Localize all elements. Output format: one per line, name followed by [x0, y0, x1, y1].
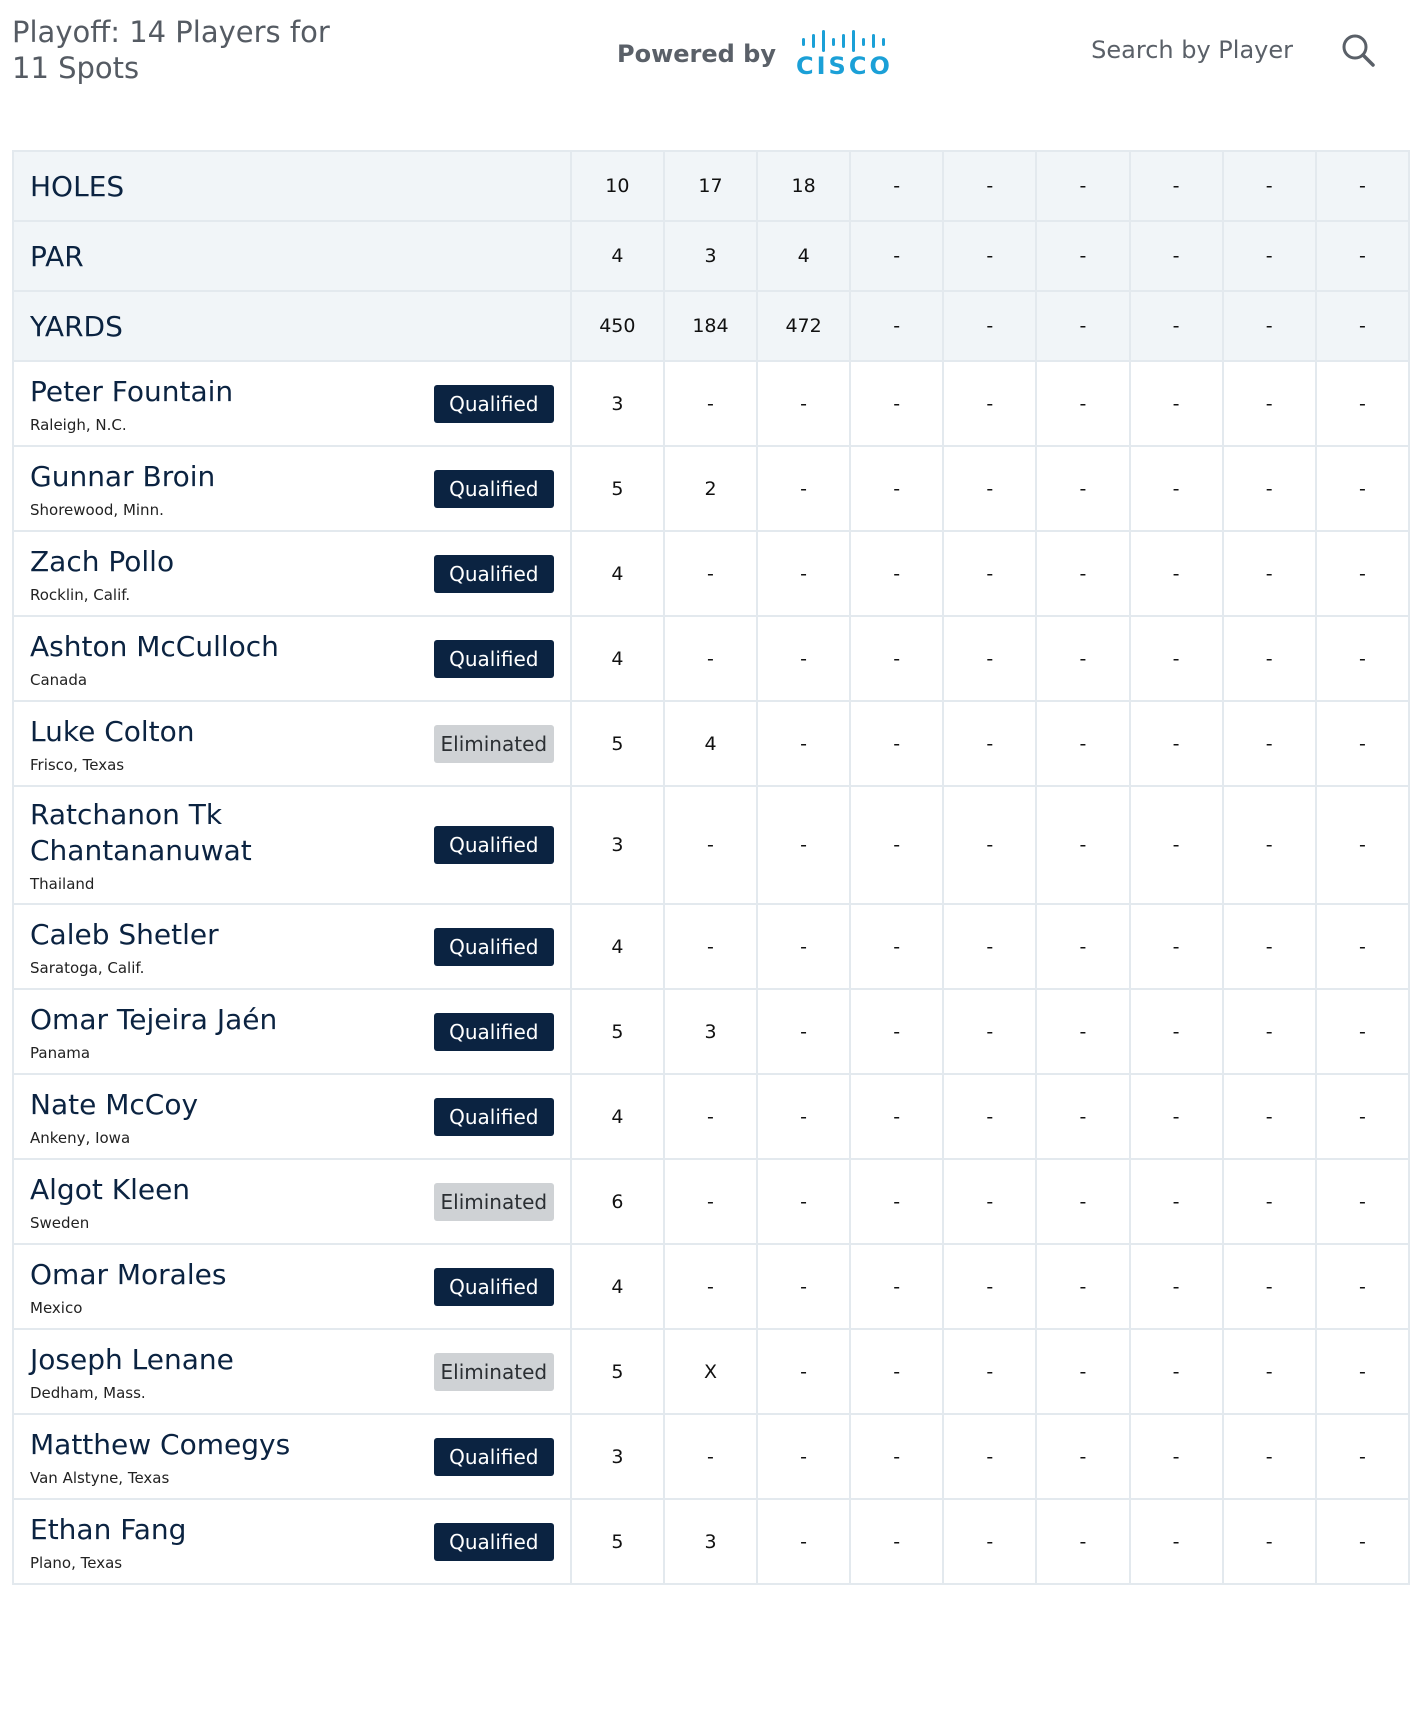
player-row[interactable]	[13, 361, 1409, 446]
score-cell: -	[664, 531, 757, 616]
score-cell: 3	[664, 989, 757, 1074]
score-cell: 2	[664, 446, 757, 531]
score-cell: -	[1316, 701, 1409, 786]
player-location: Dedham, Mass.	[30, 1383, 146, 1402]
score-cell: -	[1130, 701, 1223, 786]
score-cell: -	[1130, 616, 1223, 701]
score-cell: -	[757, 361, 850, 446]
score-cell: -	[757, 1159, 850, 1244]
player-info	[30, 714, 554, 774]
status-badge: Qualified	[434, 1438, 554, 1476]
status-badge: Qualified	[434, 640, 554, 678]
player-location: Sweden	[30, 1213, 90, 1232]
player-name[interactable]: Ratchanon Tk Chantananuwat	[30, 798, 252, 867]
player-location: Frisco, Texas	[30, 755, 125, 774]
score-cell: -	[1130, 531, 1223, 616]
score-cell: -	[1036, 701, 1129, 786]
player-row[interactable]	[13, 989, 1409, 1074]
score-cell: -	[664, 616, 757, 701]
score-cell: -	[1036, 989, 1129, 1074]
info-cell: -	[943, 291, 1036, 361]
player-info	[30, 459, 554, 519]
powered-by	[617, 30, 893, 78]
score-cell: -	[943, 1329, 1036, 1414]
player-row[interactable]	[13, 1329, 1409, 1414]
status-badge: Qualified	[434, 555, 554, 593]
player-cell	[13, 361, 571, 446]
score-cell: -	[664, 1244, 757, 1329]
score-cell: -	[1223, 904, 1316, 989]
player-cell	[13, 1499, 571, 1584]
info-cell: -	[1036, 221, 1129, 291]
score-cell: -	[757, 1244, 850, 1329]
player-row[interactable]	[13, 1244, 1409, 1329]
status-badge: Qualified	[434, 1268, 554, 1306]
info-cell: 472	[757, 291, 850, 361]
player-cell	[13, 1244, 571, 1329]
player-name[interactable]: Ashton McCulloch	[30, 629, 279, 663]
score-cell: -	[1316, 904, 1409, 989]
player-name[interactable]: Nate McCoy	[30, 1087, 199, 1121]
info-cell: -	[1130, 151, 1223, 221]
score-cell: -	[1036, 1329, 1129, 1414]
score-cell: -	[1036, 786, 1129, 904]
player-location: Panama	[30, 1043, 91, 1062]
player-cell	[13, 446, 571, 531]
score-cell: -	[1316, 446, 1409, 531]
score-cell: -	[1223, 616, 1316, 701]
score-cell: 5	[571, 446, 664, 531]
info-cell: 184	[664, 291, 757, 361]
score-cell: -	[1130, 1244, 1223, 1329]
score-cell: -	[1316, 616, 1409, 701]
player-text	[30, 1512, 330, 1572]
cisco-logo[interactable]	[796, 30, 893, 78]
player-info	[30, 629, 554, 689]
score-cell: -	[664, 1159, 757, 1244]
score-cell: -	[757, 1414, 850, 1499]
score-cell: -	[1316, 1159, 1409, 1244]
info-row-label: YARDS	[13, 291, 571, 361]
player-name[interactable]: Omar Tejeira Jaén	[30, 1002, 278, 1036]
score-cell: -	[757, 616, 850, 701]
player-name[interactable]: Peter Fountain	[30, 374, 234, 408]
player-cell	[13, 1159, 571, 1244]
score-cell: -	[943, 1159, 1036, 1244]
player-info	[30, 797, 554, 893]
score-cell: -	[1316, 1074, 1409, 1159]
score-cell: -	[1130, 1074, 1223, 1159]
score-cell: -	[943, 701, 1036, 786]
score-cell: X	[664, 1329, 757, 1414]
info-cell: -	[1130, 221, 1223, 291]
score-cell: -	[850, 701, 943, 786]
player-info	[30, 1427, 554, 1487]
score-cell: -	[943, 904, 1036, 989]
score-cell: -	[1316, 1244, 1409, 1329]
score-cell: -	[943, 361, 1036, 446]
score-cell: -	[1036, 1499, 1129, 1584]
score-cell: -	[757, 446, 850, 531]
score-cell: -	[1036, 531, 1129, 616]
score-cell: -	[664, 1074, 757, 1159]
player-name[interactable]: Joseph Lenane	[30, 1342, 234, 1376]
score-cell: -	[1223, 786, 1316, 904]
score-cell: -	[943, 531, 1036, 616]
info-cell: 4	[571, 221, 664, 291]
info-cell: -	[1130, 291, 1223, 361]
score-cell: -	[1130, 786, 1223, 904]
score-cell: -	[664, 786, 757, 904]
score-cell: -	[1223, 1414, 1316, 1499]
player-text	[30, 1342, 330, 1402]
player-name[interactable]: Zach Pollo	[30, 544, 175, 578]
powered-by-label: Powered by	[617, 40, 776, 68]
score-cell: -	[1036, 446, 1129, 531]
player-location: Saratoga, Calif.	[30, 958, 145, 977]
player-name[interactable]: Luke Colton	[30, 714, 195, 748]
score-cell: -	[943, 1499, 1036, 1584]
score-cell: -	[1036, 1159, 1129, 1244]
player-text	[30, 629, 330, 689]
info-cell: 18	[757, 151, 850, 221]
score-cell: 5	[571, 701, 664, 786]
info-cell: -	[1036, 291, 1129, 361]
search-icon[interactable]	[1341, 33, 1375, 67]
info-cell: -	[850, 291, 943, 361]
score-cell: 4	[571, 616, 664, 701]
info-cell: -	[850, 221, 943, 291]
cisco-bars-icon	[801, 30, 887, 52]
score-cell: -	[757, 786, 850, 904]
info-cell: -	[850, 151, 943, 221]
player-text	[30, 797, 330, 893]
player-row[interactable]	[13, 786, 1409, 904]
player-cell	[13, 531, 571, 616]
info-cell: -	[1036, 151, 1129, 221]
info-cell: 17	[664, 151, 757, 221]
score-cell: -	[1223, 1499, 1316, 1584]
score-cell: 4	[664, 701, 757, 786]
score-cell: -	[943, 1074, 1036, 1159]
score-cell: -	[1130, 1329, 1223, 1414]
score-cell: -	[1316, 531, 1409, 616]
score-cell: -	[1223, 989, 1316, 1074]
score-cell: -	[1223, 361, 1316, 446]
score-cell: -	[757, 1074, 850, 1159]
player-row[interactable]	[13, 904, 1409, 989]
info-row-yards	[13, 291, 1409, 361]
info-cell: -	[1316, 291, 1409, 361]
player-text	[30, 374, 330, 434]
player-location: Plano, Texas	[30, 1553, 123, 1572]
info-row-par	[13, 221, 1409, 291]
player-location: Shorewood, Minn.	[30, 500, 164, 519]
player-info	[30, 1342, 554, 1402]
player-info	[30, 917, 554, 977]
score-cell: -	[850, 989, 943, 1074]
score-cell: -	[664, 1414, 757, 1499]
score-cell: -	[757, 1329, 850, 1414]
score-cell: -	[664, 904, 757, 989]
player-info	[30, 1002, 554, 1062]
info-cell: -	[1316, 151, 1409, 221]
score-cell: 3	[664, 1499, 757, 1584]
score-cell: -	[1223, 1159, 1316, 1244]
player-cell	[13, 1414, 571, 1499]
status-badge: Qualified	[434, 1523, 554, 1561]
player-info	[30, 374, 554, 434]
score-cell: -	[850, 1244, 943, 1329]
player-location: Ankeny, Iowa	[30, 1128, 131, 1147]
score-cell: -	[1130, 989, 1223, 1074]
player-row[interactable]	[13, 701, 1409, 786]
score-cell: -	[1316, 1329, 1409, 1414]
player-text	[30, 1172, 330, 1232]
score-cell: -	[1130, 1499, 1223, 1584]
player-text	[30, 544, 330, 604]
score-cell: -	[1223, 531, 1316, 616]
score-cell: -	[1223, 446, 1316, 531]
score-cell: -	[850, 1499, 943, 1584]
player-row[interactable]	[13, 1159, 1409, 1244]
player-location: Raleigh, N.C.	[30, 415, 127, 434]
player-text	[30, 1002, 330, 1062]
player-cell	[13, 786, 571, 904]
page-header	[0, 0, 1415, 150]
score-cell: -	[1036, 1414, 1129, 1499]
player-name[interactable]: Gunnar Broin	[30, 459, 216, 493]
score-cell: -	[943, 446, 1036, 531]
score-cell: -	[1130, 1414, 1223, 1499]
score-cell: -	[850, 1159, 943, 1244]
score-cell: -	[943, 786, 1036, 904]
player-search[interactable]	[1091, 30, 1375, 70]
info-row-holes	[13, 151, 1409, 221]
score-cell: -	[757, 904, 850, 989]
score-cell: -	[1130, 1159, 1223, 1244]
score-cell: -	[943, 1414, 1036, 1499]
score-cell: -	[1223, 1244, 1316, 1329]
score-cell: 6	[571, 1159, 664, 1244]
scoreboard-table	[12, 150, 1410, 1585]
status-badge: Qualified	[434, 928, 554, 966]
player-location: Canada	[30, 670, 88, 689]
score-cell: -	[850, 446, 943, 531]
score-cell: 4	[571, 1074, 664, 1159]
score-cell: -	[1036, 616, 1129, 701]
score-cell: -	[850, 1074, 943, 1159]
score-cell: -	[1223, 1074, 1316, 1159]
score-cell: 5	[571, 1499, 664, 1584]
player-cell	[13, 904, 571, 989]
player-row[interactable]	[13, 1414, 1409, 1499]
player-cell	[13, 701, 571, 786]
score-cell: -	[757, 701, 850, 786]
player-cell	[13, 1074, 571, 1159]
score-cell: -	[757, 989, 850, 1074]
score-cell: -	[664, 361, 757, 446]
player-row[interactable]	[13, 616, 1409, 701]
score-cell: 3	[571, 361, 664, 446]
player-row[interactable]	[13, 1074, 1409, 1159]
player-row[interactable]	[13, 1499, 1409, 1584]
player-name[interactable]: Matthew Comegys	[30, 1427, 291, 1461]
score-cell: -	[1223, 701, 1316, 786]
info-cell: 10	[571, 151, 664, 221]
score-cell: -	[850, 1329, 943, 1414]
score-cell: -	[1316, 361, 1409, 446]
score-cell: -	[943, 616, 1036, 701]
score-cell: -	[1130, 904, 1223, 989]
score-cell: -	[1036, 904, 1129, 989]
player-text	[30, 1257, 330, 1317]
status-badge: Eliminated	[434, 1353, 554, 1391]
score-cell: 4	[571, 904, 664, 989]
score-cell: -	[850, 361, 943, 446]
player-cell	[13, 616, 571, 701]
score-cell: -	[850, 616, 943, 701]
score-cell: -	[850, 531, 943, 616]
score-cell: -	[943, 989, 1036, 1074]
player-info	[30, 1087, 554, 1147]
player-name[interactable]: Ethan Fang	[30, 1512, 187, 1546]
score-cell: -	[1316, 1414, 1409, 1499]
status-badge: Qualified	[434, 1013, 554, 1051]
search-label[interactable]: Search by Player	[1091, 36, 1293, 64]
score-cell: -	[1036, 1244, 1129, 1329]
player-text	[30, 714, 330, 774]
player-info	[30, 544, 554, 604]
status-badge: Qualified	[434, 470, 554, 508]
player-location: Rocklin, Calif.	[30, 585, 131, 604]
score-cell: 3	[571, 1414, 664, 1499]
score-cell: -	[1223, 1329, 1316, 1414]
info-cell: -	[1316, 221, 1409, 291]
player-text	[30, 1087, 330, 1147]
player-cell	[13, 989, 571, 1074]
score-cell: -	[1130, 361, 1223, 446]
player-name[interactable]: Algot Kleen	[30, 1172, 191, 1206]
player-name[interactable]: Omar Morales	[30, 1257, 227, 1291]
cisco-wordmark: CISCO	[796, 52, 893, 80]
info-cell: 4	[757, 221, 850, 291]
page-title: Playoff: 14 Players for 11 Spots	[12, 15, 330, 85]
score-cell: -	[1036, 361, 1129, 446]
score-cell: -	[1316, 1499, 1409, 1584]
score-cell: 3	[571, 786, 664, 904]
score-cell: 5	[571, 989, 664, 1074]
status-badge: Qualified	[434, 826, 554, 864]
player-row[interactable]	[13, 531, 1409, 616]
score-cell: -	[943, 1244, 1036, 1329]
score-cell: -	[757, 1499, 850, 1584]
info-cell: -	[1223, 291, 1316, 361]
player-text	[30, 917, 330, 977]
score-cell: -	[1130, 446, 1223, 531]
score-cell: -	[1036, 1074, 1129, 1159]
score-cell: -	[850, 786, 943, 904]
score-cell: -	[757, 531, 850, 616]
info-row-label: PAR	[13, 221, 571, 291]
player-location: Thailand	[30, 875, 95, 893]
info-cell: -	[1223, 221, 1316, 291]
score-cell: 5	[571, 1329, 664, 1414]
player-info	[30, 1257, 554, 1317]
status-badge: Qualified	[434, 1098, 554, 1136]
status-badge: Qualified	[434, 385, 554, 423]
player-text	[30, 459, 330, 519]
player-row[interactable]	[13, 446, 1409, 531]
score-cell: -	[1316, 989, 1409, 1074]
player-info	[30, 1172, 554, 1232]
score-cell: -	[1316, 786, 1409, 904]
info-cell: -	[943, 151, 1036, 221]
info-cell: 3	[664, 221, 757, 291]
player-cell	[13, 1329, 571, 1414]
info-cell: 450	[571, 291, 664, 361]
status-badge: Eliminated	[434, 725, 554, 763]
info-row-label: HOLES	[13, 151, 571, 221]
score-cell: -	[850, 904, 943, 989]
score-cell: -	[850, 1414, 943, 1499]
score-cell: 4	[571, 1244, 664, 1329]
player-name[interactable]: Caleb Shetler	[30, 917, 219, 951]
score-cell: 4	[571, 531, 664, 616]
player-text	[30, 1427, 330, 1487]
player-location: Van Alstyne, Texas	[30, 1468, 170, 1487]
info-cell: -	[943, 221, 1036, 291]
info-cell: -	[1223, 151, 1316, 221]
status-badge: Eliminated	[434, 1183, 554, 1221]
player-location: Mexico	[30, 1298, 83, 1317]
player-info	[30, 1512, 554, 1572]
